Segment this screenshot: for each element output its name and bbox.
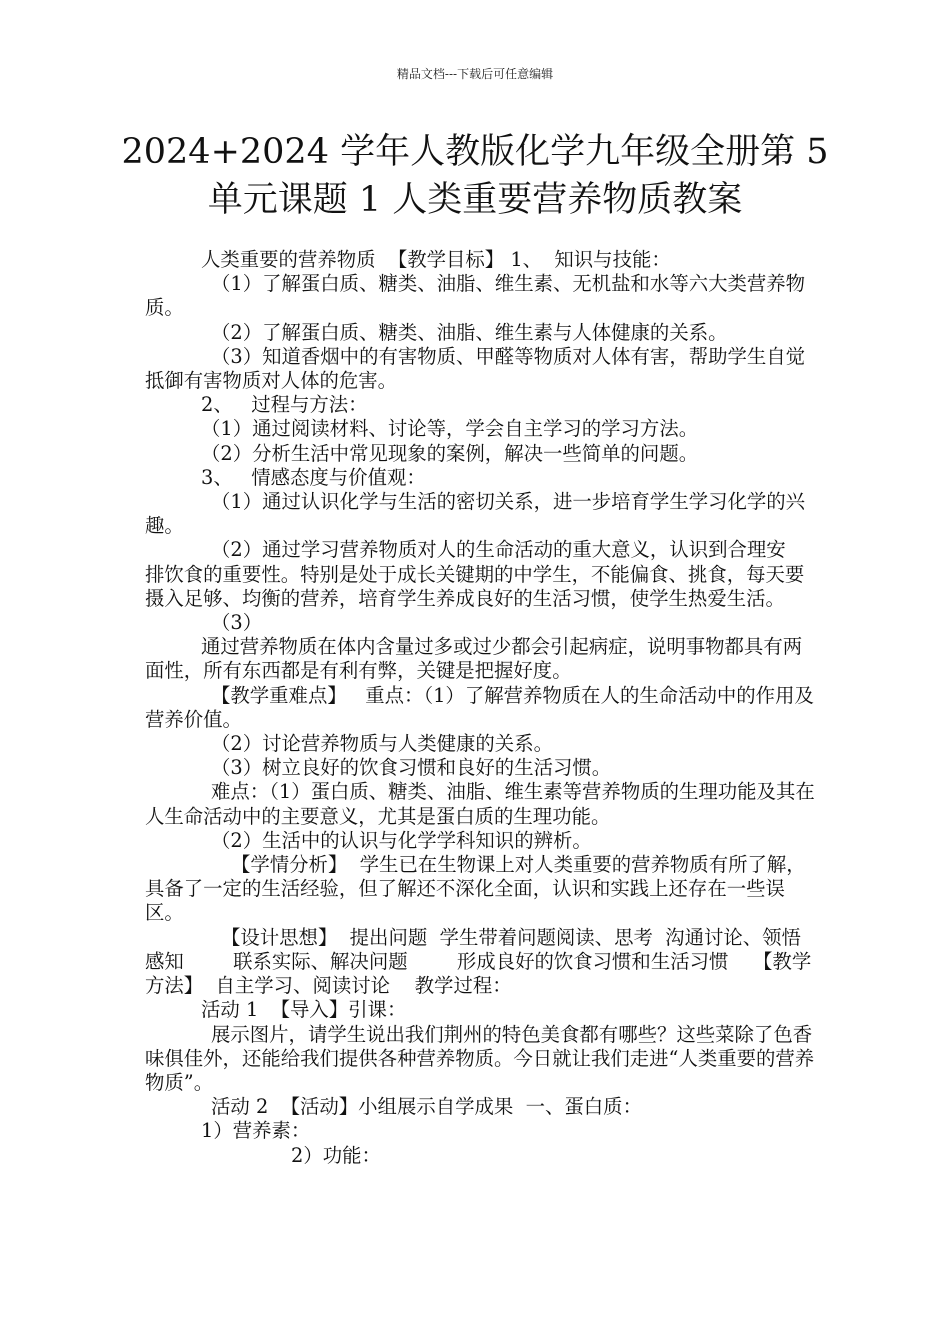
body-paragraph: 2）功能：: [291, 1143, 381, 1167]
title-line-1: 2024+2024 学年人教版化学九年级全册第 5: [121, 132, 829, 172]
body-paragraph: 展示图片，请学生说出我们荆州的特色美食都有哪些？这些菜除了色香味俱佳外，还能给我们提供各种营养物质。今日就让我们走进“人类重要的营养物质”。: [145, 1022, 815, 1094]
body-paragraph: 3、 情感态度与价值观：: [201, 465, 426, 489]
body-paragraph: （1）了解蛋白质、糖类、油脂、维生素、无机盐和水等六大类营养物质。: [145, 272, 806, 320]
body-paragraph: （2）分析生活中常见现象的案例，解决一些简单的问题。: [201, 441, 699, 465]
body-paragraph: （2）通过学习营养物质对人的生命活动的重大意义，认识到合理安 排饮食的重要性。特别是处于成长关键期的中学生，不能偏食、挑食，每天要摄入足够、均衡的营养，培育学生养成良好的生活习惯，使学生热爱生活。: [145, 538, 823, 610]
body-paragraph: 通过营养物质在体内含量过多或过少都会引起病症，说明事物都具有两面性，所有东西都是有利有弊，关键是把握好度。: [145, 635, 803, 683]
body-paragraph: 活动 2 【活动】小组展示自学成果 一、蛋白质：: [211, 1095, 642, 1119]
body-paragraph: 人类重要的营养物质 【教学目标】 1、 知识与技能：: [201, 248, 671, 271]
body-paragraph: 2、 过程与方法：: [201, 393, 368, 417]
body-paragraph: 【教学重难点】 重点：（1）了解营养物质在人的生命活动中的作用及营养价值。: [145, 683, 814, 731]
document-body: [145, 248, 823, 1168]
page-header: 精品文档---下载后可任意编辑: [396, 67, 554, 81]
body-paragraph: 【学情分析】 学生已在生物课上对人类重要的营养物质有所了解，具备了一定的生活经验，但了解还不深化全面，认识和实践上还存在一些误区。: [145, 853, 806, 925]
body-paragraph: （2）讨论营养物质与人类健康的关系。: [211, 732, 553, 756]
body-paragraph: （3）树立良好的饮食习惯和良好的生活习惯。: [211, 756, 612, 780]
body-paragraph: （3）知道香烟中的有害物质、甲醛等物质对人体有害，帮助学生自觉抵御有害物质对人体的危害。: [145, 344, 806, 393]
body-paragraph: （1）通过认识化学与生活的密切关系，进一步培育学生学习化学的兴趣。: [145, 490, 806, 538]
body-paragraph: 难点：（1）蛋白质、糖类、油脂、维生素等营养物质的生理功能及其在人生命活动中的主要意义，尤其是蛋白质的生理功能。: [145, 780, 815, 828]
body-paragraph: （1）通过阅读材料、讨论等，学会自主学习的学习方法。: [201, 417, 699, 441]
body-paragraph: 活动 1 【导入】引课：: [201, 998, 407, 1022]
body-paragraph: 【设计思想】 提出问题 学生带着问题阅读、思考 沟通讨论、领悟感知 联系实际、解决问题 形成良好的饮食习惯和生活习惯 【教学方法】 自主学习、阅读讨论 教学过程：: [145, 925, 812, 998]
document-title: [100, 128, 850, 224]
body-paragraph: （3）: [211, 611, 263, 635]
body-paragraph: （2）生活中的认识与化学学科知识的辨析。: [211, 828, 592, 852]
body-paragraph: 1）营养素：: [201, 1119, 311, 1143]
title-line-2: 单元课题 1 人类重要营养物质教案: [207, 180, 743, 220]
body-paragraph: （2）了解蛋白质、糖类、油脂、维生素与人体健康的关系。: [211, 320, 728, 344]
